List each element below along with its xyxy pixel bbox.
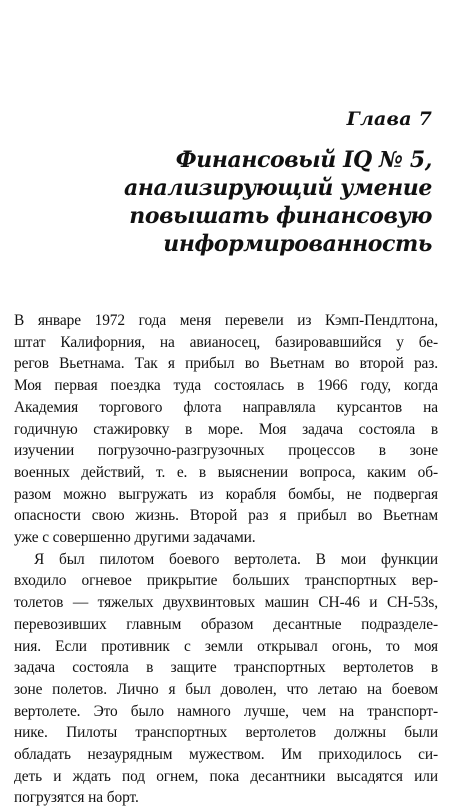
text-line: Академия торгового флота направляла курсантов на (14, 398, 438, 416)
text-line: В январе 1972 года меня перевели из Кэмп-Пендлтона, (14, 312, 438, 329)
chapter-title-line: информированность (163, 231, 432, 257)
body-text (14, 310, 438, 809)
chapter-title-line: анализирующий умение (124, 175, 432, 201)
text-line: зоне полетов. Лично я был доволен, что летаю на боевом (14, 680, 438, 698)
text-line: Я был пилотом боевого вертолета. В мои функции (34, 550, 438, 568)
text-line: обладать незаурядным мужеством. Им приходилось си- (14, 746, 438, 764)
text-line: опасности свою жизнь. Второй раз я прибыл во Вьетнам (14, 507, 438, 525)
text-line: ния. Если противник с земли открывал огонь, то моя (14, 637, 438, 655)
text-line: Моя первая поездка туда состоялась в 1966 году, когда (14, 377, 438, 395)
text-line: военных действий, т. е. в выяснении вопроса, каким об- (14, 463, 438, 481)
text-line: разом можно выгружать из корабля бомбы, не подвергая (14, 485, 438, 503)
paragraph-1 (14, 310, 438, 549)
chapter-title (12, 146, 432, 258)
text-line: штат Калифорния, на авианосец, базировавшийся у бе- (14, 333, 438, 351)
text-line: регов Вьетнама. Так я прибыл во Вьетнам во второй раз. (14, 355, 438, 373)
paragraph-2 (14, 549, 438, 809)
text-line: уже с совершенно другими задачами. (14, 529, 256, 547)
text-line: погрузятся на борт. (14, 789, 139, 807)
chapter-title-line: повышать финансовую (129, 203, 432, 229)
text-line: годичную стажировку в море. Моя задача состояла в (14, 420, 438, 438)
text-line: перевозивших главным образом десантные подразделе- (14, 615, 438, 633)
text-line: деть и ждать под огнем, пока десантники высадятся или (14, 767, 438, 785)
text-line: вертолете. Это было намного лучше, чем на транспорт- (14, 702, 438, 720)
text-line: задача состояла в защите транспортных вертолетов в (14, 659, 438, 677)
chapter-title-line: Финансовый IQ № 5, (175, 147, 432, 173)
text-line: нике. Пилоты транспортных вертолетов должны были (14, 724, 438, 742)
text-line: входило огневое прикрытие больших транспортных вер- (14, 572, 438, 590)
text-line: изучении погрузочно-разгрузочных процессов в зоне (14, 442, 438, 460)
chapter-number: Глава 7 (346, 108, 432, 130)
text-line: толетов — тяжелых двухвинтовых машин CH-46 и CH-53s, (14, 594, 438, 612)
